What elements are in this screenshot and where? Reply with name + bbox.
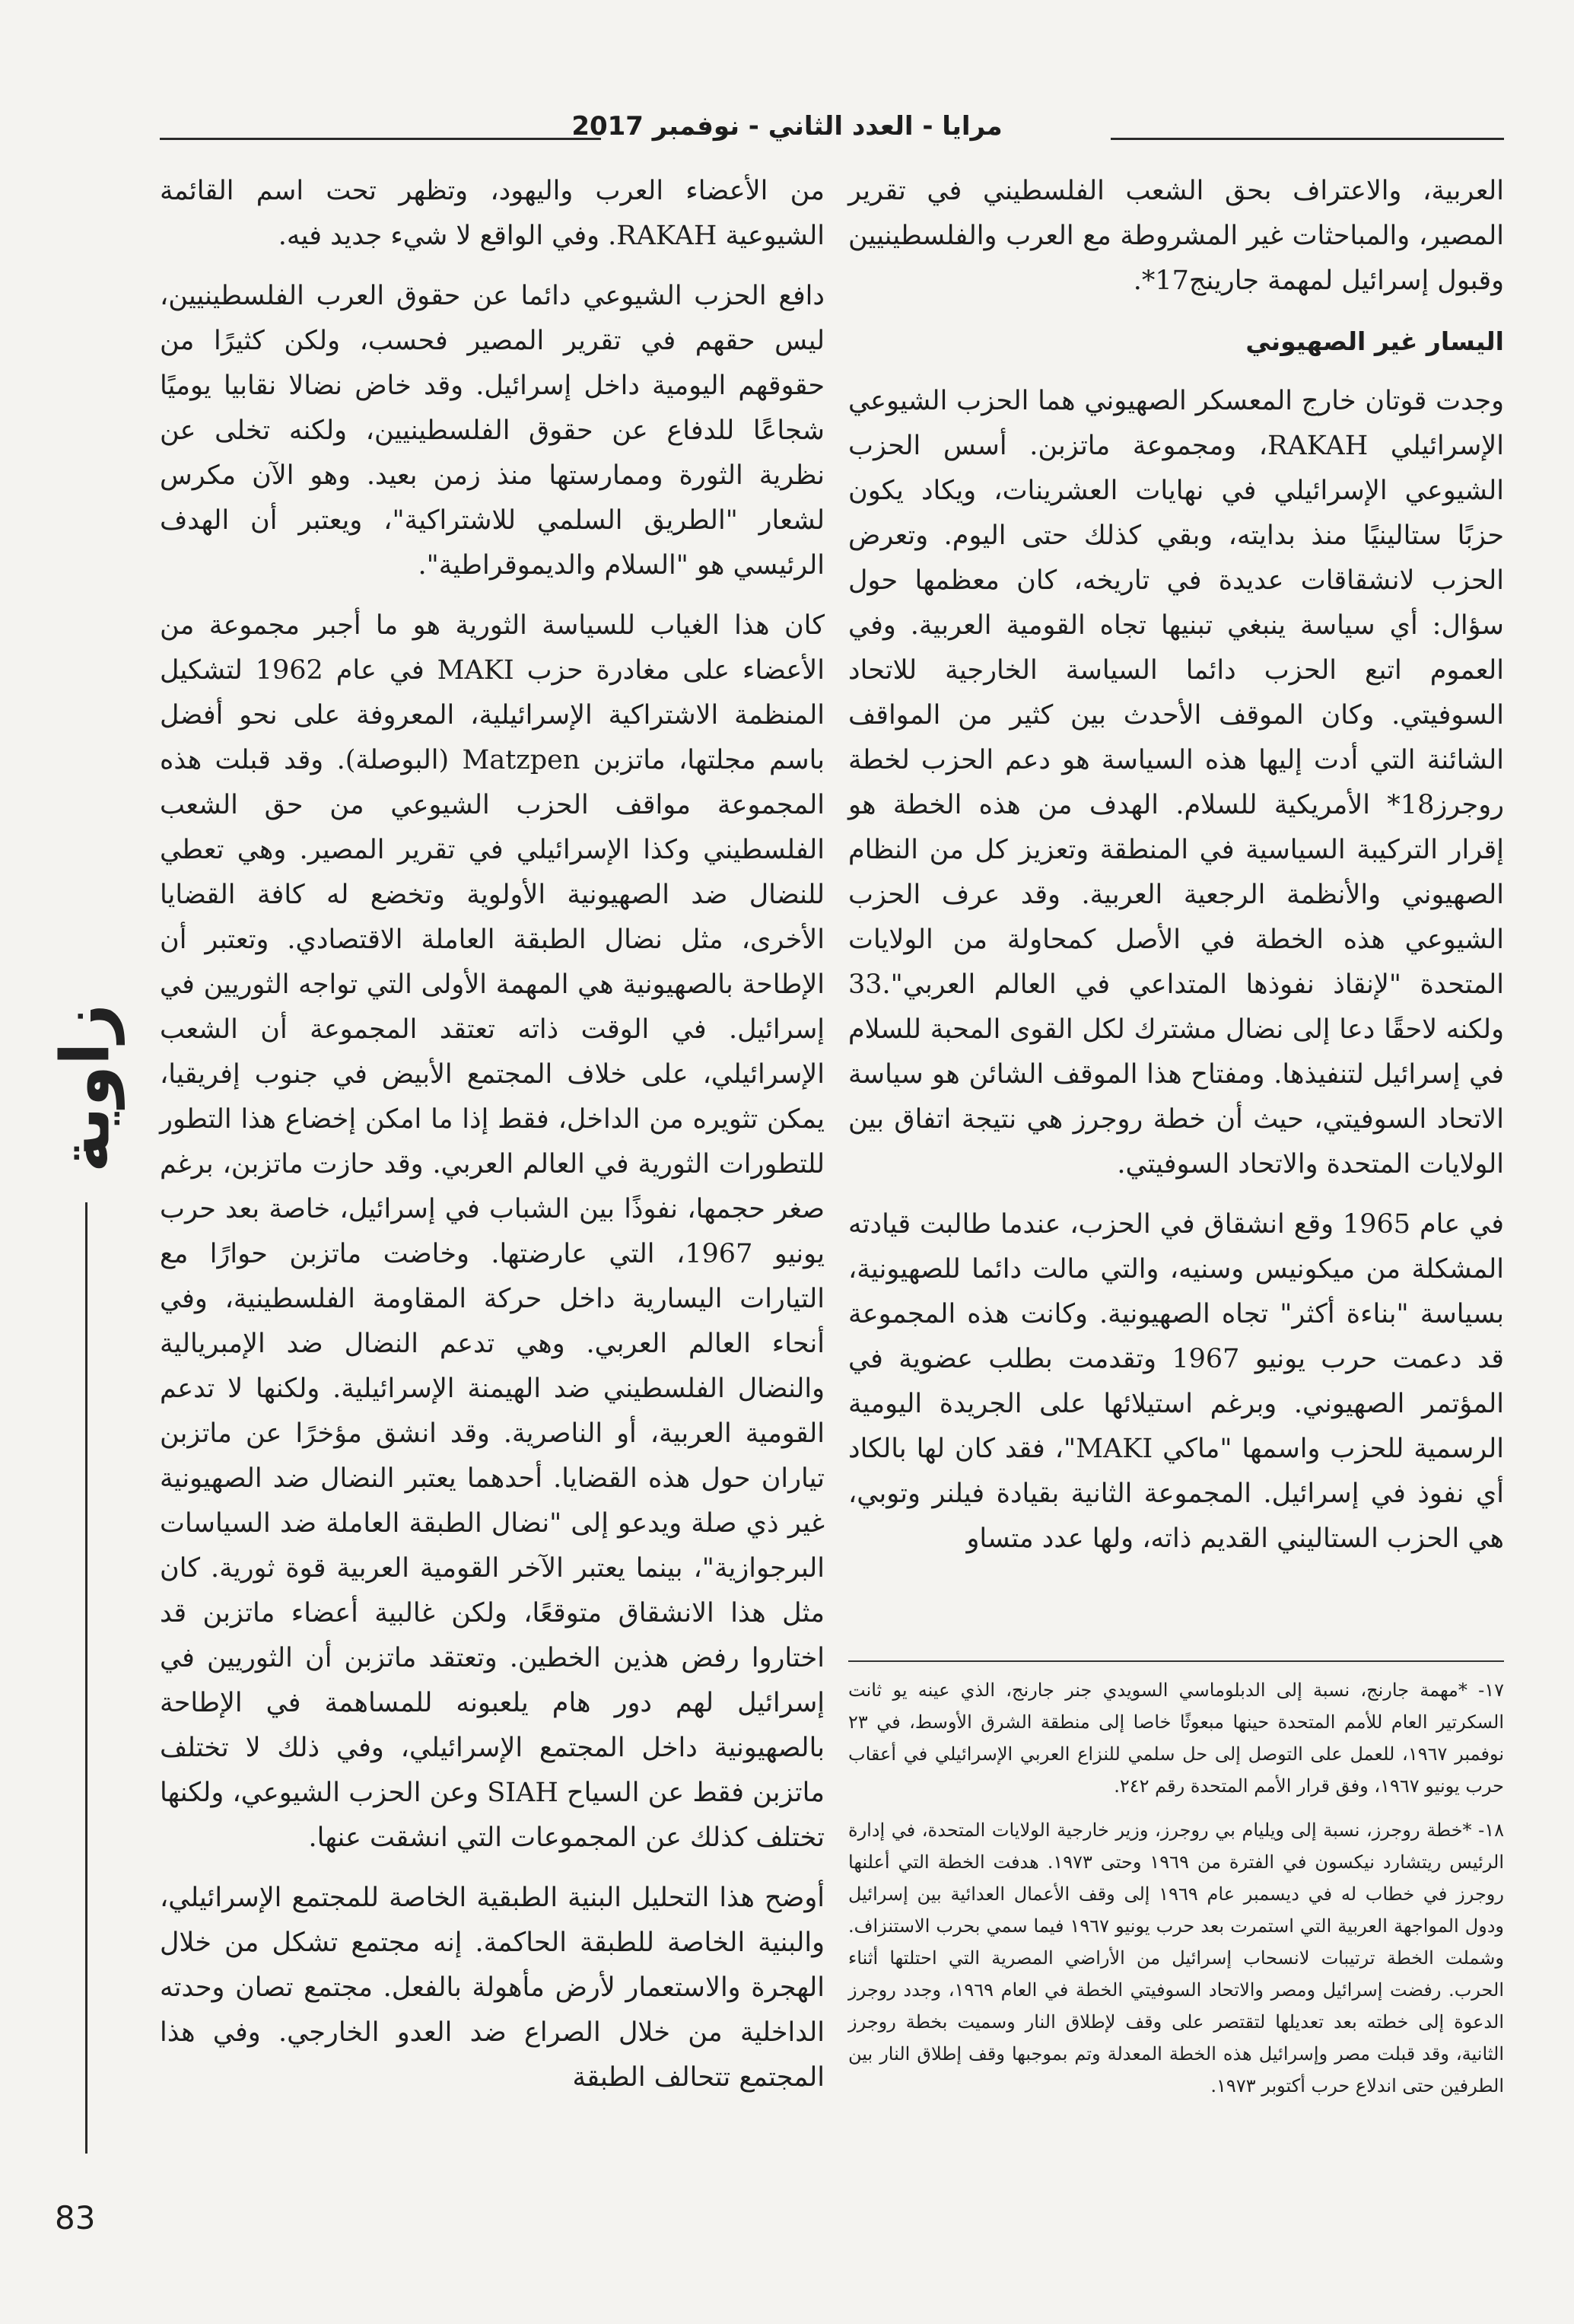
right-paragraph-3: في عام 1965 وقع انشقاق في الحزب، عندما طالبت قيادته المشكلة من ميكونيس وسنيه، والتي مالت دائما للصهيونية، بسياسة "بناءة أكثر" تجاه الصهيونية. وكانت هذه المجموعة قد دعمت حرب يونيو 1967 وتقدمت بطلب عضوية في المؤتمر الصهيوني. وبرغم استيلائها على الجريدة اليومية الرسمية للحزب واسمها "ماكي MAKI"، فقد كان لها بالكاد أي نفوذ في إسرائيل. المجموعة الثانية بقيادة فيلنر وتوبي، هي الحزب الستاليني القديم ذاته، ولها عدد متساو: [848, 1209, 1505, 1554]
footnotes: [848, 1674, 1504, 2114]
footnote-separator: [848, 1660, 1504, 1662]
right-paragraph-2: وجدت قوتان خارج المعسكر الصهيوني هما الحزب الشيوعي الإسرائيلي RAKAH، ومجموعة ماتزبن. أسس الحزب الشيوعي الإسرائيلي في نهايات العشرينات، ويكاد يكون حزبًا ستالينيًا منذ بدايته، وبقي كذلك حتى اليوم. وتعرض الحزب لانشقاقات عديدة في تاريخه، كان معظمها حول سؤال: أي سياسة ينبغي تبنيها تجاه القومية العربية. وفي العموم اتبع الحزب دائما السياسة الخارجية للاتحاد السوفيتي. وكان الموقف الأحدث بين كثير من المواقف الشائنة التي أدت إليها هذه السياسة هو دعم الحزب لخطة روجرز18* الأمريكية للسلام. الهدف من هذه الخطة هو إقرار التركيبة السياسية في المنطقة وتعزيز كل من النظام الصهيوني والأنظمة الرجعية العربية. وقد عرف الحزب الشيوعي هذه الخطة في الأصل كمحاولة من الولايات المتحدة "لإنقاذ نفوذها المتداعي في العالم العربي".33 ولكنه لاحقًا دعا إلى نضال مشترك لكل القوى المحبة للسلام في إسرائيل لتنفيذها. ومفتاح هذا الموقف الشائن هو سياسة الاتحاد السوفيتي، حيث أن خطة روجرز هي نتيجة اتفاق بين الولايات المتحدة والاتحاد السوفيتي.: [848, 386, 1504, 1180]
section-label: زاوية: [46, 1004, 125, 1173]
right-paragraph-1: العربية، والاعتراف بحق الشعب الفلسطيني في تقرير المصير، والمباحثات غير المشروطة مع العرب والفلسطينيين وقبول إسرائيل لمهمة جارينج17*.: [848, 176, 1504, 296]
left-paragraph-1: من الأعضاء العرب واليهود، وتظهر تحت اسم القائمة الشيوعية RAKAH. وفي الواقع لا شيء جديد فيه.: [160, 176, 825, 251]
sidebar-rule: [85, 1202, 87, 2154]
left-paragraph-3: كان هذا الغياب للسياسة الثورية هو ما أجبر مجموعة من الأعضاء على مغادرة حزب MAKI في عام 1962 لتشكيل المنظمة الاشتراكية الإسرائيلية، المعروفة على نحو أفضل باسم مجلتها، ماتزبن Matzpen (البوصلة). وقد قبلت هذه المجموعة مواقف الحزب الشيوعي من حق الشعب الفلسطيني وكذا الإسرائيلي في تقرير المصير. وهي تعطي للنضال ضد الصهيونية الأولوية وتخضع له كافة القضايا الأخرى، مثل نضال الطبقة العاملة الاقتصادي. وتعتبر أن الإطاحة بالصهيونية هي المهمة الأولى التي تواجه الثوريين في إسرائيل. في الوقت ذاته تعتقد المجموعة أن الشعب الإسرائيلي، على خلاف المجتمع الأبيض في جنوب إفريقيا، يمكن تثويره من الداخل، فقط إذا ما امكن إخضاع هذا التطور للتطورات الثورية في العالم العربي. وقد حازت ماتزبن، برغم صغر حجمها، نفوذًا بين الشباب في إسرائيل، خاصة بعد حرب يونيو 1967، التي عارضتها. وخاضت ماتزبن حوارًا مع التيارات اليسارية داخل حركة المقاومة الفلسطينية، وفي أنحاء العالم العربي. وهي تدعم النضال ضد الإمبريالية والنضال الفلسطيني ضد الهيمنة الإسرائيلية. ولكنها لا تدعم القومية العربية، أو الناصرية. وقد انشق مؤخرًا عن ماتزبن تياران حول هذه القضايا. أحدهما يعتبر النضال ضد الصهيونية غير ذي صلة ويدعو إلى "نضال الطبقة العاملة ضد السياسات البرجوازية"، بينما يعتبر الآخر القومية العربية قوة ثورية. كان مثل هذا الانشقاق متوقعًا، ولكن غالبية أعضاء ماتزبن قد اختاروا رفض هذين الخطين. وتعتقد ماتزبن أن الثوريين في إسرائيل لهم دور هام يلعبونه للمساهمة في الإطاحة بالصهيونية داخل المجتمع الإسرائيلي، وفي ذلك لا تختلف ماتزبن فقط عن السياح SIAH وعن الحزب الشيوعي، ولكنها تختلف كذلك عن المجموعات التي انشقت عنها.: [160, 610, 825, 1853]
left-paragraph-4: أوضح هذا التحليل البنية الطبقية الخاصة للمجتمع الإسرائيلي، والبنية الخاصة للطبقة الحاكمة. إنه مجتمع تشكل من خلال الهجرة والاستعمار لأرض مأهولة بالفعل. مجتمع تصان وحدته الداخلية من خلال الصراع ضد العدو الخارجي. وفي هذا المجتمع تتحالف الطبقة: [160, 1883, 825, 2093]
running-header: مرايا - العدد الثاني - نوفمبر 2017: [571, 111, 1003, 142]
page-number: 83: [55, 2199, 96, 2236]
footnote-17: ١٧- *مهمة جارنج، نسبة إلى الدبلوماسي السويدي جنر جارنج، الذي عينه يو ثانت السكرتير العام للأمم المتحدة حينها مبعوثًا خاصا إلى منطقة الشرق الأوسط، في ٢٣ نوفمبر ١٩٦٧، للعمل على التوصل إلى حل سلمي للنزاع العربي الإسرائيلي في أعقاب حرب يونيو ١٩٦٧، وفق قرار الأمم المتحدة رقم ٢٤٢.: [848, 1679, 1504, 1797]
section-subheading: اليسار غير الصهيوني: [1245, 326, 1504, 356]
right-column: [848, 169, 1504, 1577]
footnote-18: ١٨- *خطة روجرز، نسبة إلى ويليام بي روجرز، وزير خارجية الولايات المتحدة، في إدارة الرئيس ريتشارد نيكسون في الفترة من ١٩٦٩ وحتى ١٩٧٣. هدفت الخطة التي أعلنها روجرز في خطاب له في ديسمبر عام ١٩٦٩ إلى وقف الأعمال العدائية بين إسرائيل ودول المواجهة العربية التي استمرت بعد حرب يونيو ١٩٦٧ فيما سمي بحرب الاستنزاف. وشملت الخطة ترتيبات لانسحاب إسرائيل من الأراضي المصرية التي احتلتها أثناء الحرب. رفضت إسرائيل ومصر والاتحاد السوفيتي الخطة في العام ١٩٦٩، وجدد روجرز الدعوة إلى خطته بعد تعديلها لتقتصر على وقف لإطلاق النار وسميت بخطة روجرز الثانية، وقد قبلت مصر وإسرائيل هذه الخطة المعدلة وتم بموجبها وقف إطلاق النار بين الطرفين حتى اندلاع حرب أكتوبر ١٩٧٣.: [848, 1819, 1505, 2096]
left-paragraph-2: دافع الحزب الشيوعي دائما عن حقوق العرب الفلسطينيين، ليس حقهم في تقرير المصير فحسب، ولكن كثيرًا من حقوقهم اليومية داخل إسرائيل. وقد خاض نضالا نقابيا يوميًا شجاعًا للدفاع عن حقوق الفلسطينيين، ولكنه تخلى عن نظرية الثورة وممارستها منذ زمن بعيد. وهو الآن مكرس لشعار "الطريق السلمي للاشتراكية"، ويعتبر أن الهدف الرئيسي هو "السلام والديموقراطية".: [160, 281, 825, 581]
left-column: [160, 169, 825, 2115]
